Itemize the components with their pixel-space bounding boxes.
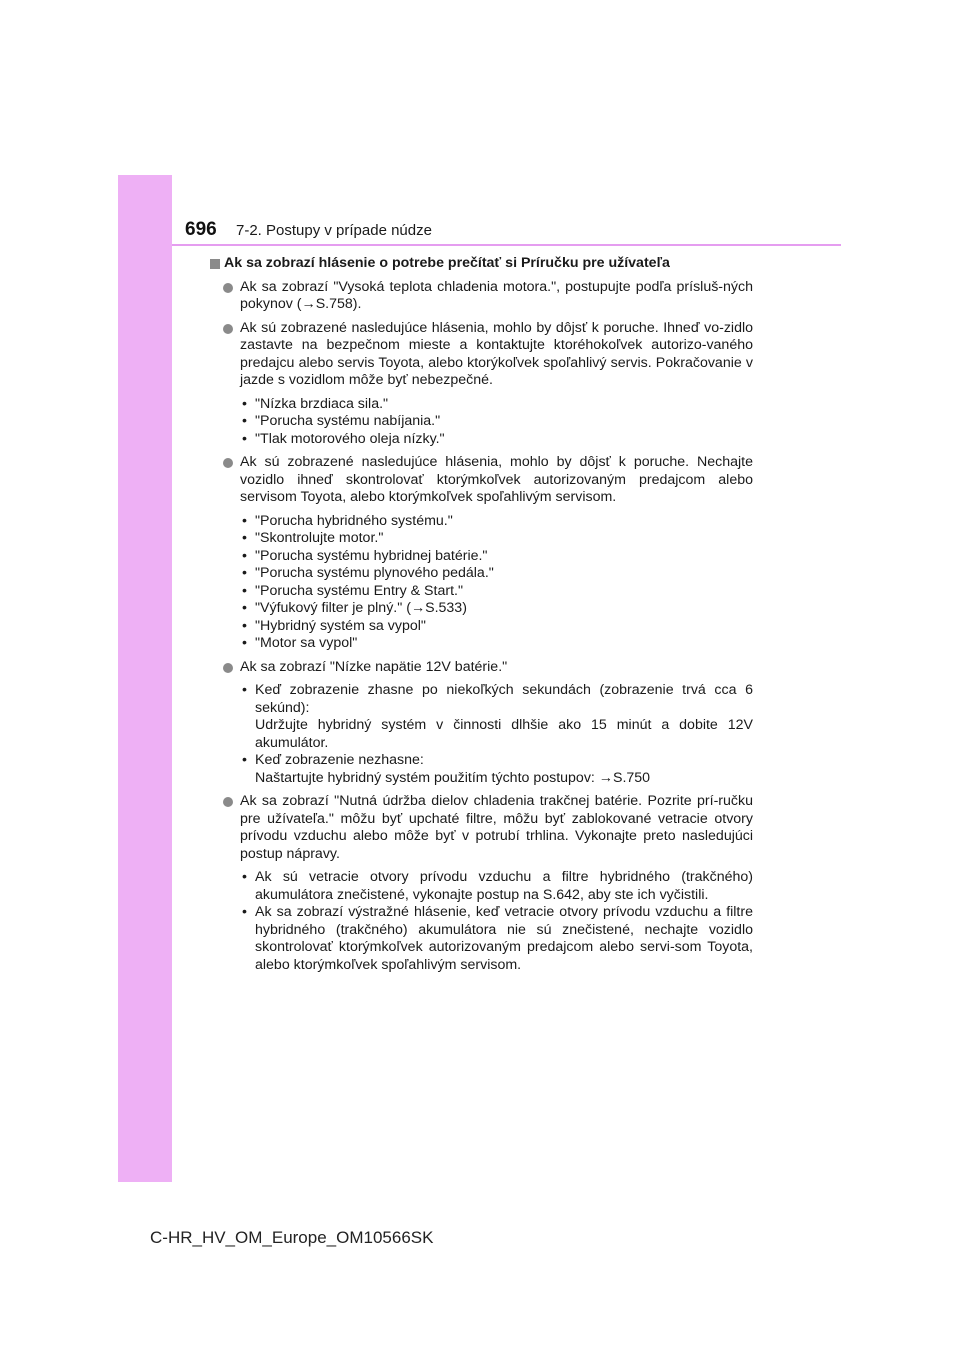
list-item	[208, 659, 753, 677]
sub-list-item: • Keď zobrazenie zhasne po niekoľkých sekundách (zobrazenie trvá cca 6 sekúnd): Udržujte hybridný systém v činnosti dlhšie ako 15 minút a dobite 12V akumulátor.	[240, 682, 753, 752]
sub-list-item: • "Porucha systému hybridnej batérie."	[240, 548, 753, 566]
round-bullet-icon	[223, 283, 233, 293]
sub-list-item: • "Tlak motorového oleja nízky."	[240, 431, 753, 449]
list-item	[208, 454, 753, 507]
side-color-band	[118, 175, 172, 1182]
sub-list-item: • "Porucha systému Entry & Start."	[240, 583, 753, 601]
section-title: 7-2. Postupy v prípade núdze	[236, 222, 432, 239]
document-footer: C-HR_HV_OM_Europe_OM10566SK	[150, 1228, 434, 1247]
sub-list-item: • "Výfukový filter je plný." (→S.533)	[240, 600, 753, 618]
sub-list-item: • Ak sa zobrazí výstražné hlásenie, keď vetracie otvory prívodu vzduchu a filtre hybridného (trakčného) akumulátora nie sú znečistené, nechajte vozidlo skontrolovať ktorýmkoľvek autorizovaným predajcom alebo servi-som Toyota, alebo ktorýmkoľvek spoľahlivým servisom.	[240, 904, 753, 974]
sub-list-item: • "Hybridný systém sa vypol"	[240, 618, 753, 636]
list-item-text: Ak sa zobrazí "Nutná údržba dielov chladenia trakčnej batérie. Pozrite prí-ručku pre užívateľa." môžu byť upchaté filtre, môžu byť zablokované vetracie otvory prívodu vzduchu alebo môže byť v potrubí trhlina. Vykonajte preto nasledujúci postup nápravy.	[240, 793, 753, 862]
sub-list	[208, 513, 753, 653]
sub-list-item: • "Motor sa vypol"	[240, 635, 753, 653]
list-item	[208, 320, 753, 390]
sub-list	[208, 396, 753, 449]
sub-list-item: • "Porucha systému nabíjania."	[240, 413, 753, 431]
sub-list-item: • "Porucha systému plynového pedála."	[240, 565, 753, 583]
list-item	[208, 279, 753, 314]
square-bullet-icon	[210, 259, 220, 269]
sub-list-item: • Keď zobrazenie nezhasne: Naštartujte hybridný systém použitím týchto postupov: →S.750	[240, 752, 753, 787]
sub-list	[208, 682, 753, 787]
round-bullet-icon	[223, 663, 233, 673]
sub-list-item: • "Nízka brzdiaca sila."	[240, 396, 753, 414]
item-list	[208, 279, 753, 975]
section-heading-text: Ak sa zobrazí hlásenie o potrebe prečítať si Príručku pre užívateľa	[224, 255, 670, 271]
list-item-text: Ak sa zobrazí "Nízke napätie 12V batérie."	[240, 658, 508, 675]
page-number: 696	[185, 219, 217, 240]
header-rule	[172, 244, 841, 246]
sub-list-item: • Ak sú vetracie otvory prívodu vzduchu a filtre hybridného (trakčného) akumulátora znečistené, vykonajte postup na S.642, aby ste ich vyčistili.	[240, 869, 753, 904]
round-bullet-icon	[223, 324, 233, 334]
round-bullet-icon	[223, 797, 233, 807]
list-item	[208, 793, 753, 863]
list-item-text: Ak sa zobrazí "Vysoká teplota chladenia motora.", postupujte podľa prísluš-ných pokynov (→S.758).	[240, 278, 753, 312]
list-item-text: Ak sú zobrazené nasledujúce hlásenia, mohlo by dôjsť k poruche. Nechajte vozidlo ihneď skontrolovať ktorýmkoľvek autorizovaným predajcom alebo servisom Toyota, alebo ktorýmkoľvek spoľahlivým servisom.	[240, 454, 753, 505]
list-item-text: Ak sú zobrazené nasledujúce hlásenia, mohlo by dôjsť k poruche. Ihneď vo-zidlo zastavte na bezpečnom mieste a kontaktujte ktoréhokoľvek autorizo-vaného predajcu alebo servis Toyota, alebo ktorýkoľvek spoľahlivý servis. Pokračovanie v jazde s vozidlom môže byť nebezpečné.	[240, 319, 753, 388]
section-heading	[208, 255, 753, 273]
sub-list-item: • "Porucha hybridného systému."	[240, 513, 753, 531]
sub-list-item: • "Skontrolujte motor."	[240, 530, 753, 548]
sub-list	[208, 869, 753, 974]
page-content	[208, 255, 753, 980]
round-bullet-icon	[223, 458, 233, 468]
